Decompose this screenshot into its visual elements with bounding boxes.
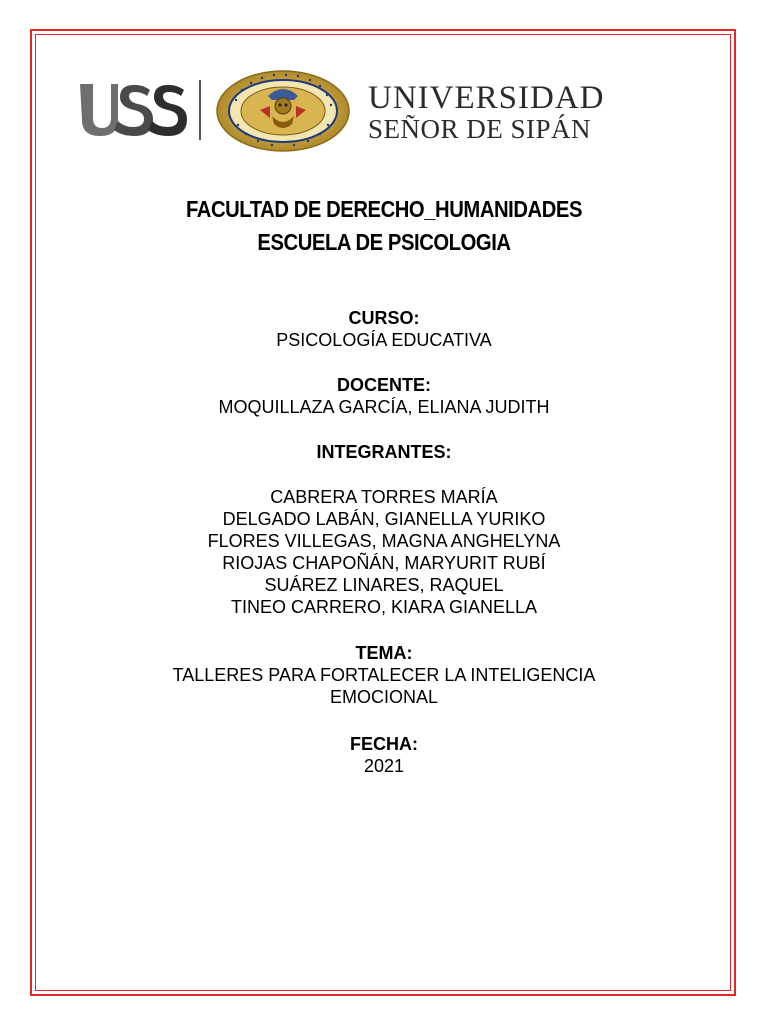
topic-value-line1: TALLERES PARA FORTALECER LA INTELIGENCIA [172,665,596,685]
faculty-name: FACULTAD DE DERECHO_HUMANIDADES [185,196,583,222]
course-value: PSICOLOGÍA EDUCATIVA [276,330,492,350]
university-name [368,82,605,143]
members-label: INTEGRANTES: [316,442,452,462]
list-item: RIOJAS CHAPOÑÁN, MARYURIT RUBÍ [222,553,546,573]
date-label: FECHA: [350,734,418,754]
members-list [0,486,768,618]
logo-divider [199,80,201,140]
topic-section [0,642,768,708]
date-value: 2021 [363,756,405,776]
university-logo [78,70,678,152]
course-section [0,307,768,351]
list-item: DELGADO LABÁN, GIANELLA YURIKO [222,509,546,529]
topic-value-line2: EMOCIONAL [329,687,439,707]
topic-label: TEMA: [355,643,413,663]
date-section [0,733,768,777]
list-item: CABRERA TORRES MARÍA [270,487,498,507]
faculty-heading [46,193,722,259]
university-name-line1: UNIVERSIDAD [368,80,605,116]
school-name: ESCUELA DE PSICOLOGIA [257,229,511,255]
teacher-section [0,374,768,418]
university-seal-icon [216,70,350,152]
uss-logo-icon [78,80,188,140]
list-item: TINEO CARRERO, KIARA GIANELLA [230,597,538,617]
university-name-line2: SEÑOR DE SIPÁN [368,114,592,144]
members-section [0,441,768,463]
teacher-label: DOCENTE: [337,375,431,395]
course-label: CURSO: [348,308,420,328]
list-item: SUÁREZ LINARES, RAQUEL [264,575,504,595]
list-item: FLORES VILLEGAS, MAGNA ANGHELYNA [207,531,561,551]
teacher-value: MOQUILLAZA GARCÍA, ELIANA JUDITH [218,397,550,417]
